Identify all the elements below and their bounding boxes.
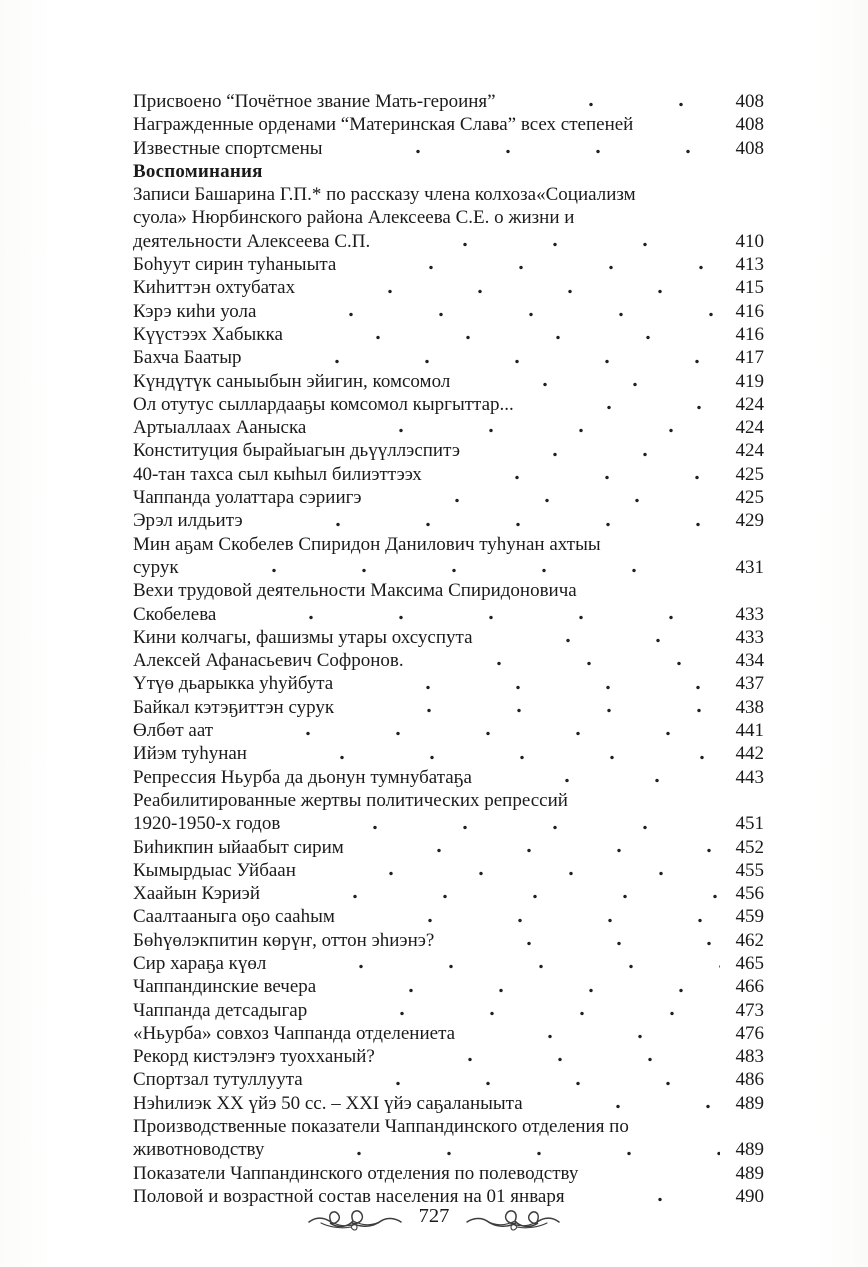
toc-line (133, 370, 764, 393)
table-of-contents (133, 90, 764, 1208)
toc-entry-page-number: 466 (735, 976, 764, 998)
toc-line (133, 439, 764, 462)
toc-entry-page-number: 408 (735, 91, 764, 112)
dot-leader (278, 952, 720, 975)
toc-section-heading (133, 160, 764, 183)
toc-entry-page-number: 459 (735, 906, 764, 928)
toc-entry-page-number: 490 (735, 1185, 764, 1207)
toc-entry-page-number: 476 (735, 1022, 764, 1044)
toc-entry-title: Артыаллаах Ааныска (133, 417, 307, 439)
toc-line (133, 1068, 764, 1091)
toc-line (133, 672, 764, 695)
page-footer (0, 1200, 868, 1240)
toc-entry-page-number: 433 (735, 603, 764, 625)
toc-entry-page-number: 410 (735, 230, 764, 252)
toc-line (133, 929, 764, 952)
toc-entry-title: Нэһилиэк XX үйэ 50 сс. – XXI үйэ саҕаланыыта (133, 1092, 523, 1114)
toc-line (133, 626, 764, 649)
dot-leader (319, 999, 720, 1022)
toc-line (133, 533, 764, 556)
toc-entry-title: Награжденные орденами “Материнская Слава” всех степеней (133, 114, 634, 136)
toc-entry-title: Үтүө дьарыкка уһуйбута (133, 673, 334, 695)
toc-entry-title: Кэрэ киһи уола (133, 300, 257, 322)
toc-line (133, 836, 764, 859)
dot-leader (526, 393, 720, 416)
toc-line (133, 882, 764, 905)
toc-entry-page-number: 452 (735, 836, 764, 858)
toc-line (133, 719, 764, 742)
toc-entry-page-number: 425 (735, 487, 764, 509)
toc-line (133, 859, 764, 882)
toc-line (133, 1092, 764, 1115)
toc-entry-title: Өлбөт аат (133, 720, 214, 742)
toc-entry-page-number: 456 (735, 883, 764, 905)
dot-leader (191, 556, 720, 579)
toc-entry-page-number: 434 (735, 650, 764, 672)
dot-leader (374, 486, 720, 509)
toc-entry-title: Чаппанда уолаттара сэриигэ (133, 487, 362, 509)
toc-entry-page-number: 462 (735, 929, 764, 951)
dot-leader (276, 1138, 720, 1161)
toc-entry-title: 40-тан тахса сыл кыһыл билиэттээх (133, 463, 422, 485)
toc-line (133, 463, 764, 486)
toc-entry-title: Показатели Чаппандинского отделения по полеводству (133, 1162, 579, 1184)
toc-entry-page-number: 419 (735, 370, 764, 392)
toc-line (133, 1045, 764, 1068)
toc-entry-page-number: 451 (735, 813, 764, 835)
toc-entry-page-number: 473 (735, 999, 764, 1021)
toc-entry-page-number: 442 (735, 743, 764, 765)
toc-entry-title: Чаппанда детсадыгар (133, 999, 308, 1021)
toc-entry-page-number: 424 (735, 440, 764, 462)
toc-entry-title: Байкал кэтэҕиттэн сурук (133, 696, 335, 718)
toc-line (133, 90, 764, 113)
footer-flourish-right-icon (465, 1207, 561, 1233)
toc-entry-title: Ийэм туһунан (133, 743, 247, 765)
toc-entry-page-number: 431 (735, 556, 764, 578)
toc-line (133, 393, 764, 416)
toc-entry-title: Вехи трудовой деятельности Максима Спиридоновича (133, 580, 577, 602)
toc-entry-title: Саалтааныга оҕо сааһым (133, 906, 335, 928)
dot-leader (225, 719, 720, 742)
toc-entry-title: Күндүтүк саныыбын эйигин, комсомол (133, 370, 451, 392)
dot-leader (446, 929, 720, 952)
toc-line (133, 486, 764, 509)
toc-entry-page-number: 408 (735, 114, 764, 136)
toc-entry-page-number: 433 (735, 626, 764, 648)
toc-entry-title: Эрэл илдьитэ (133, 510, 243, 532)
dot-leader (318, 416, 720, 439)
toc-entry-title: Биһикпин ыйаабыт сирим (133, 836, 344, 858)
toc-entry-title: Реабилитированные жертвы политических репрессий (133, 789, 568, 811)
dot-leader (255, 509, 720, 532)
toc-entry-title: Боһуут сирин туһаныыта (133, 254, 337, 276)
dot-leader (356, 836, 720, 859)
toc-line (133, 696, 764, 719)
toc-line (133, 323, 764, 346)
dot-leader (416, 649, 720, 672)
toc-line (133, 206, 764, 229)
dot-leader (259, 742, 720, 765)
toc-entry-title: Рекорд кистэлэҥэ туохханый? (133, 1046, 375, 1068)
dot-leader (346, 696, 720, 719)
dot-leader (345, 672, 720, 695)
toc-entry-title: сурук (133, 556, 179, 578)
toc-entry-title: суола» Нюрбинского района Алексеева С.Е. о жизни и (133, 207, 575, 229)
toc-line (133, 742, 764, 765)
toc-entry-page-number: 413 (735, 254, 764, 276)
toc-entry-title: Производственные показатели Чаппандинского отделения по (133, 1116, 629, 1138)
dot-leader (472, 439, 720, 462)
toc-entry-title: Конституция бырайыагын дьүүллэспитэ (133, 440, 461, 462)
toc-entry-page-number: 443 (735, 766, 764, 788)
toc-entry-title: Половой и возрастной состав населения на 01 января (133, 1185, 565, 1207)
toc-line (133, 766, 764, 789)
toc-entry-page-number: 408 (735, 137, 764, 159)
dot-leader (535, 1092, 720, 1115)
toc-line (133, 789, 764, 812)
toc-entry-page-number: 489 (735, 1092, 764, 1114)
dot-leader (467, 1022, 720, 1045)
toc-line (133, 137, 764, 160)
toc-entry-page-number: 486 (735, 1069, 764, 1091)
toc-line (133, 579, 764, 602)
toc-entry-title: Записи Башарина Г.П.* по рассказу члена колхоза«Социализм (133, 184, 636, 206)
toc-entry-page-number: 417 (735, 347, 764, 369)
toc-entry-page-number: 416 (735, 323, 764, 345)
toc-line (133, 346, 764, 369)
toc-entry-title: Спортзал тутуллуута (133, 1069, 303, 1091)
dot-leader (484, 766, 720, 789)
dot-leader (382, 230, 720, 253)
dot-leader (308, 859, 720, 882)
dot-leader (328, 975, 720, 998)
toc-entry-title: Мин аҕам Скобелев Спиридон Данилович туһунан ахтыы (133, 533, 601, 555)
toc-entry-page-number: 415 (735, 277, 764, 299)
toc-entry-page-number: 425 (735, 463, 764, 485)
toc-entry-title: Скобелева (133, 603, 217, 625)
toc-line (133, 975, 764, 998)
dot-leader (485, 626, 720, 649)
dot-leader (292, 812, 720, 835)
dot-leader (228, 603, 720, 626)
dot-leader (295, 323, 720, 346)
toc-entry-page-number: 489 (735, 1162, 764, 1184)
dot-leader (434, 463, 720, 486)
toc-entry-title: Чаппандинские вечера (133, 976, 317, 998)
toc-entry-title: Ол отутус сыллардааҕы комсомол кыргыттар... (133, 393, 514, 415)
toc-line (133, 1022, 764, 1045)
toc-line (133, 230, 764, 253)
toc-line (133, 509, 764, 532)
toc-line (133, 603, 764, 626)
toc-entry-title: Репрессия Ньурба да дьонун тумнубатаҕа (133, 766, 472, 788)
dot-leader (307, 276, 720, 299)
toc-line (133, 812, 764, 835)
toc-entry-title: Сир хараҕа күөл (133, 952, 267, 974)
toc-entry-title: Присвоено “Почётное звание Мать-героиня” (133, 91, 496, 112)
dot-leader (272, 882, 720, 905)
toc-entry-title: Алексей Афанасьевич Софронов. (133, 650, 404, 672)
toc-line (133, 1115, 764, 1138)
toc-entry-title: деятельности Алексеева С.П. (133, 230, 371, 252)
toc-entry-title: Известные спортсмены (133, 137, 323, 159)
toc-entry-page-number: 455 (735, 859, 764, 881)
dot-leader (348, 253, 720, 276)
toc-entry-title: Хаайын Кэриэй (133, 883, 261, 905)
dot-leader (335, 137, 720, 160)
toc-line (133, 649, 764, 672)
dot-leader (508, 90, 720, 113)
toc-line (133, 253, 764, 276)
dot-leader (315, 1068, 720, 1091)
toc-entry-page-number: 424 (735, 393, 764, 415)
toc-entry-title: Бөһүөлэкпитин көрүҥ, оттон эһиэнэ? (133, 929, 435, 951)
toc-entry-page-number: 465 (735, 952, 764, 974)
toc-line (133, 999, 764, 1022)
toc-entry-page-number: 489 (735, 1139, 764, 1161)
toc-line (133, 952, 764, 975)
toc-entry-page-number: 437 (735, 673, 764, 695)
toc-entry-title: Воспоминания (133, 160, 263, 182)
dot-leader (254, 346, 721, 369)
toc-line (133, 300, 764, 323)
toc-entry-page-number: 441 (735, 720, 764, 742)
page-number: 727 (418, 1204, 450, 1227)
toc-line (133, 183, 764, 206)
toc-entry-page-number: 429 (735, 510, 764, 532)
toc-entry-title: «Ньурба» совхоз Чаппанда отделениета (133, 1022, 456, 1044)
toc-entry-page-number: 438 (735, 696, 764, 718)
toc-line (133, 276, 764, 299)
toc-line (133, 416, 764, 439)
dot-leader (268, 300, 720, 323)
dot-leader (347, 905, 720, 928)
toc-entry-title: 1920-1950-х годов (133, 813, 281, 835)
dot-leader (462, 370, 720, 393)
dot-leader (387, 1045, 720, 1068)
toc-line (133, 905, 764, 928)
toc-entry-title: животноводству (133, 1139, 265, 1161)
toc-entry-title: Күүстээх Хабыкка (133, 323, 283, 345)
footer-flourish-left-icon (307, 1207, 403, 1233)
toc-entry-page-number: 424 (735, 417, 764, 439)
toc-entry-title: Кини колчагы, фашизмы утары охсуспута (133, 626, 473, 648)
toc-entry-page-number: 416 (735, 300, 764, 322)
toc-line (133, 113, 764, 136)
toc-entry-page-number: 483 (735, 1046, 764, 1068)
toc-entry-title: Бахча Баатыр (133, 347, 242, 369)
toc-entry-title: Кымырдыас Уйбаан (133, 859, 296, 881)
toc-line (133, 1162, 764, 1185)
toc-line (133, 1138, 764, 1161)
toc-entry-title: Киһиттэн охтубатах (133, 277, 296, 299)
toc-line (133, 556, 764, 579)
